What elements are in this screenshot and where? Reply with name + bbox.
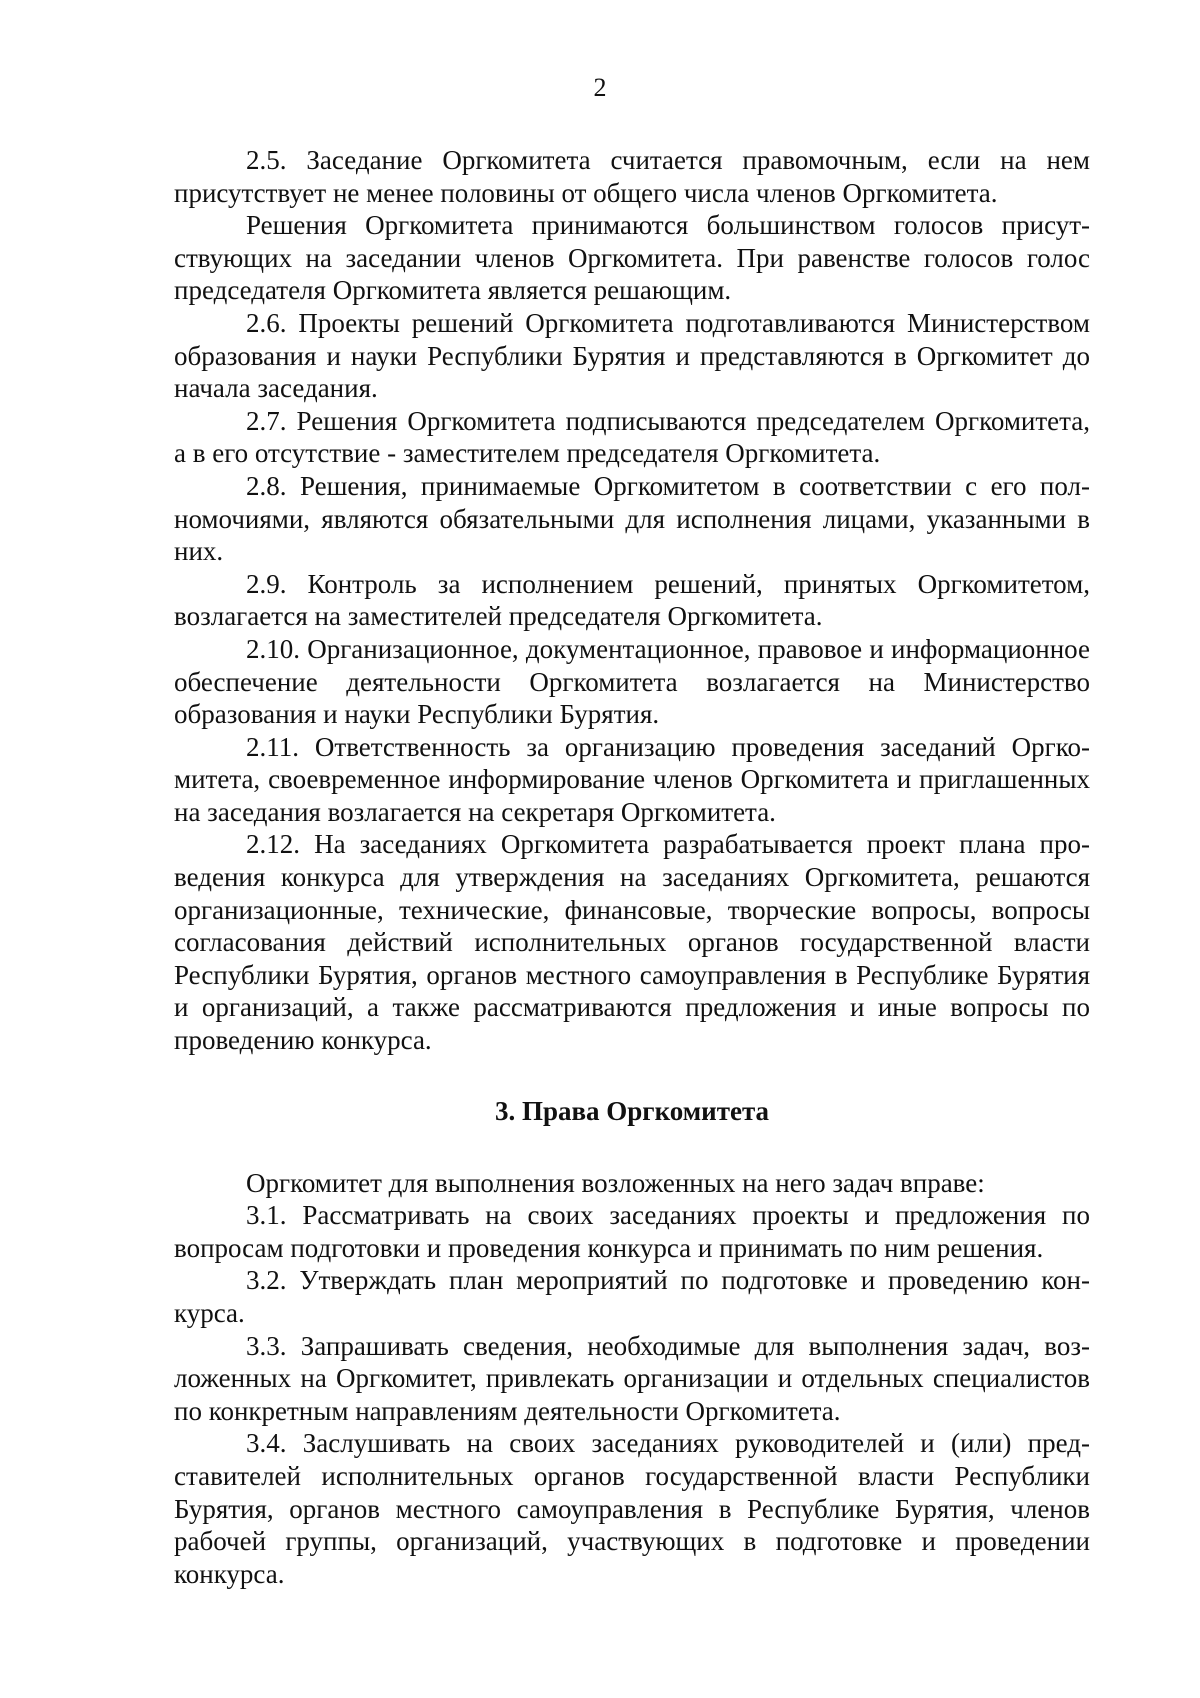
paragraph-3-intro: Оргкомитет для выполнения возложенных на него задач вправе: — [246, 1167, 985, 1198]
paragraph-3-4: 3.4. Заслушивать на своих заседаниях руководителей и (или) представителей исполнительных органов государственной власти Республики Бурятия, органов местного самоуправления в Республике Бурятия, членов рабочей группы, организаций, участвующих в подготовке и проведении конкурса. — [174, 1428, 1090, 1589]
paragraph-2-5-decisions: Решения Оргкомитета принимаются большинством голосов присутствующих на заседании членов Оргкомитета. При равенстве голосов голос председателя Оргкомитета является решающим. — [174, 210, 1090, 306]
page-number: 2 — [593, 73, 607, 102]
paragraph-2-12: 2.12. На заседаниях Оргкомитета разрабатывается проект плана проведения конкурса для утверждения на заседаниях Оргкомитета, решаются организационные, технические, финансовые, творческие вопросы, вопросы согласования действий исполнительных органов государственной власти Республики Бурятия, органов местного самоуправления в Республике Бурятия и организаций, а также рассматриваются предложения и иные вопросы по проведению конкурса. — [174, 829, 1090, 1056]
paragraph-3-2: 3.2. Утверждать план мероприятий по подготовке и проведению конкурса. — [174, 1265, 1090, 1328]
paragraph-2-6: 2.6. Проекты решений Оргкомитета подготавливаются Министерством образования и науки Республики Бурятия и представляются в Оргкомитет до начала заседания. — [174, 307, 1090, 404]
paragraph-2-11: 2.11. Ответственность за организацию проведения заседаний Оргкомитета, своевременное информирование членов Оргкомитета и приглашенных на заседания возлагается на секретаря Оргкомитета. — [174, 731, 1090, 827]
paragraph-3-3: 3.3. Запрашивать сведения, необходимые для выполнения задач, возложенных на Оргкомитет, привлекать организации и отдельных специалистов по конкретным направлениям деятельности Оргкомитета. — [174, 1330, 1090, 1426]
document-body — [174, 144, 1090, 1590]
paragraph-2-9: 2.9. Контроль за исполнением решений, принятых Оргкомитетом, возлагается на заместителей председателя Оргкомитета. — [174, 568, 1090, 632]
paragraph-2-8: 2.8. Решения, принимаемые Оргкомитетом в соответствии с его полномочиями, являются обязательными для исполнения лицами, указанными в них. — [174, 470, 1090, 567]
paragraph-2-7: 2.7. Решения Оргкомитета подписываются председателем Оргкомитета, а в его отсутствие - заместителем председателя Оргкомитета. — [174, 405, 1090, 469]
section-title-3: 3. Права Оргкомитета — [494, 1095, 770, 1126]
paragraph-2-10: 2.10. Организационное, документационное, правовое и информационное обеспечение деятельности Оргкомитета возлагается на Министерство образования и науки Республики Бурятия. — [174, 633, 1090, 730]
paragraph-2-5: 2.5. Заседание Оргкомитета считается правомочным, если на нем присутствует не менее половины от общего числа членов Оргкомитета. — [174, 145, 1090, 208]
paragraph-3-1: 3.1. Рассматривать на своих заседаниях проекты и предложения по вопросам подготовки и проведения конкурса и принимать по ним решения. — [174, 1200, 1090, 1263]
